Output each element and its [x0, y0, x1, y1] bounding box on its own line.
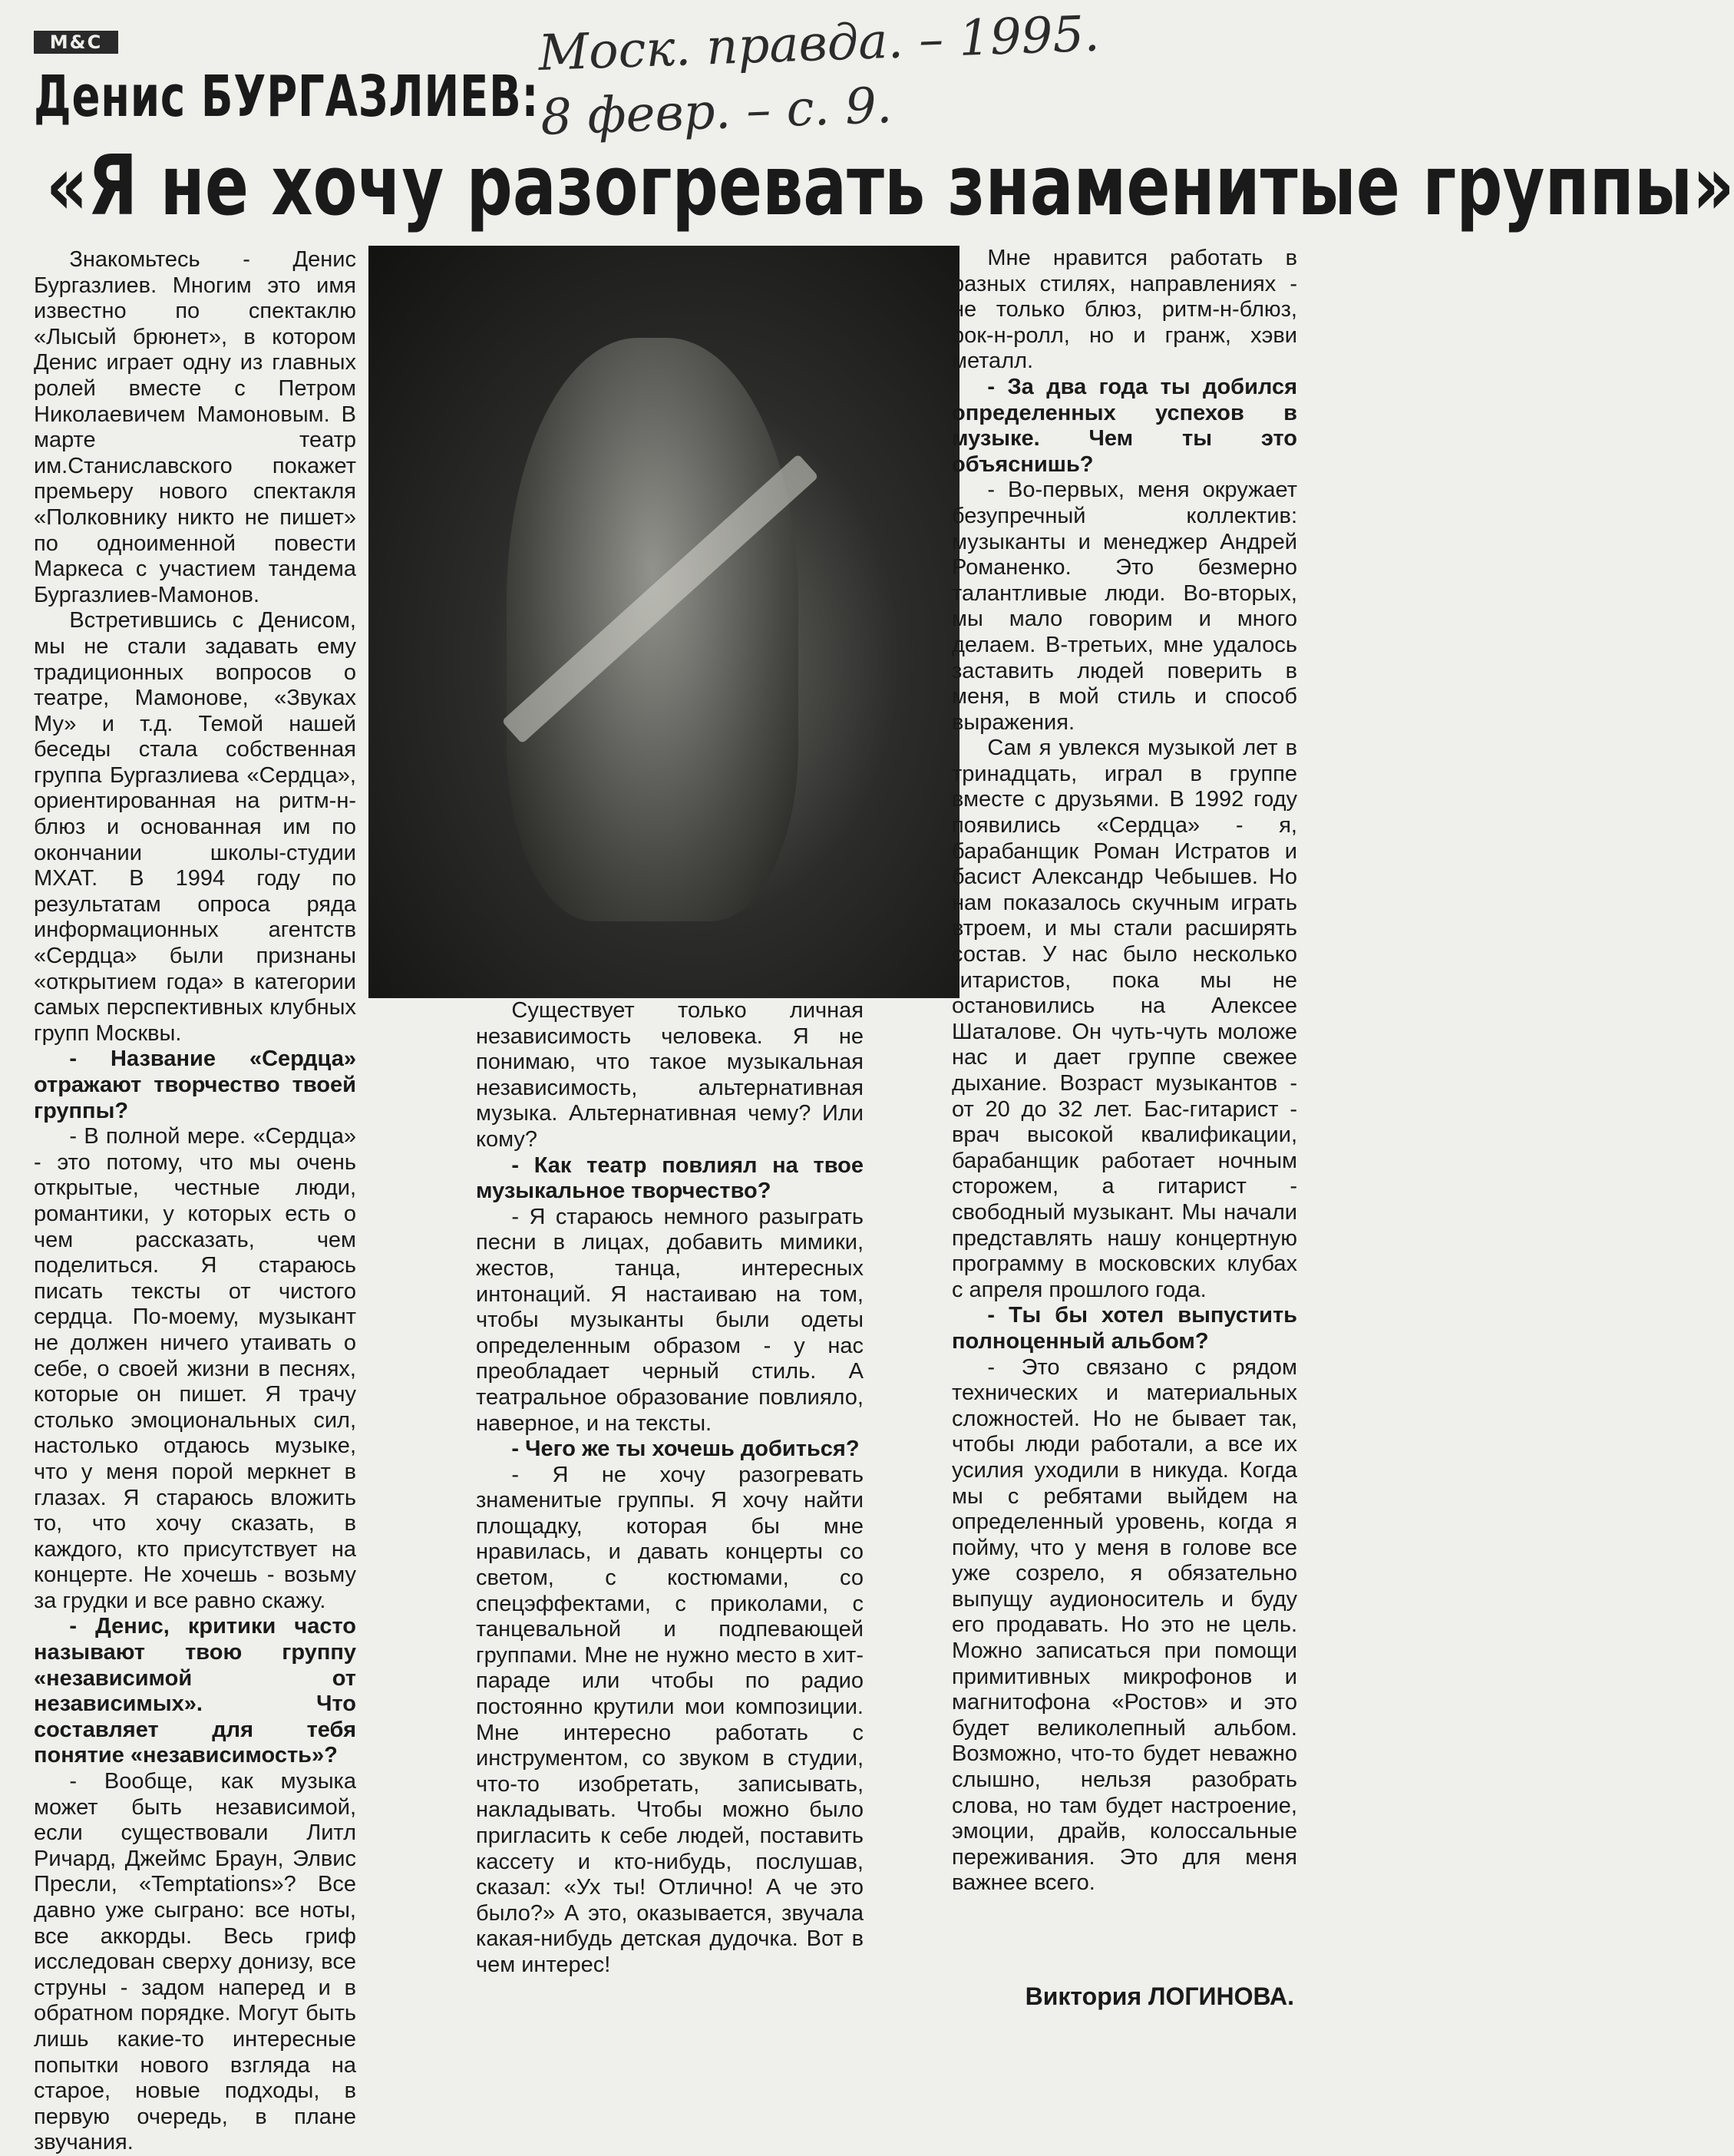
musician-figure: [507, 338, 798, 921]
interview-question: - Денис, критики часто называют твою группу «независимой от независимых». Что составляет для тебя понятие «независимость»?: [34, 1614, 356, 1768]
headline-name: Денис БУРГАЗЛИЕВ:: [34, 64, 540, 130]
article-paragraph: - Вообще, как музыка может быть независимой, если существовали Литл Ричард, Джеймс Браун, Элвис Пресли, «Temptations»? Все давно уже сыграно: все ноты, все аккорды. Весь гриф исследован сверху донизу, все струны - задом наперед и в обратном порядке. Могут быть лишь какие-то интересные попытки нового взгляда на старое, новые подходы, в первую очередь, в плане звучания.: [34, 1769, 356, 2155]
article-paragraph: Сам я увлекся музыкой лет в тринадцать, играл в группе вместе с друзьями. В 1992 году появились «Сердца» - я, барабанщик Роман Истратов и басист Александр Чебышев. Но нам показалось скучным играть втроем, и мы стали расширять состав. У нас было несколько гитаристов, пока мы не остановились на Алексее Шаталове. Он чуть-чуть моложе нас и дает группе свежее дыхание. Возраст музыкантов - от 20 до 32 лет. Бас-гитарист - врач высокой квалификации, барабанщик работает ночным сторожем, а гитарист - свободный музыкант. Мы начали представлять нашу концертную программу в московских клубах с апреля прошлого года.: [952, 736, 1297, 1302]
interview-question: - Как театр повлиял на твое музыкальное творчество?: [476, 1152, 864, 1204]
interview-question: - За два года ты добился определенных успехов в музыке. Чем ты это объяснишь?: [952, 374, 1297, 477]
interview-question: - Чего же ты хочешь добиться?: [511, 1437, 860, 1462]
article-paragraph: Существует только личная независимость человека. Я не понимаю, что такое музыкальная независимость, альтернативная музыка. Альтернативная чему? Или кому?: [476, 998, 864, 1152]
headline-quote: «Я не хочу разогревать знаменитые группы»: [46, 138, 1734, 234]
article-paragraph: - В полной мере. «Сердца» - это потому, что мы очень открытые, честные люди, романтики, у которых есть о чем рассказать, чем поделиться. Я стараюсь писать тексты от чистого сердца. По-моему, музыкант не должен ничего утаивать о себе, о своей жизни в песнях, которые он пишет. Я трачу столько эмоциональных сил, настолько отдаюсь музыке, что у меня порой меркнет в глазах. Я стараюсь вложить то, что хочу сказать, в каждого, кто присутствует на концерте. Не хочешь - возьму за грудки и все равно скажу.: [34, 1124, 356, 1613]
article-column-2: [476, 998, 864, 1979]
interview-question: - Название «Сердца» отражают творчество твоей группы?: [34, 1047, 356, 1123]
interview-question: - Ты бы хотел выпустить полноценный альбом?: [952, 1303, 1297, 1354]
author-byline: Виктория ЛОГИНОВА.: [1025, 1982, 1294, 2010]
article-paragraph: Мне нравится работать в разных стилях, направлениях - не только блюз, ритм-н-блюз, рок-н-ролл, но и гранж, хэви металл.: [952, 246, 1297, 374]
article-paragraph: Встретившись с Денисом, мы не стали задавать ему традиционных вопросов о театре, Мамонове, «Звуках Му» и т.д. Темой нашей беседы стала собственная группа Бургазлиева «Сердца», ориентированная на ритм-н-блюз и основанная им по окончании школы-студии МХАТ. В 1994 году по результатам опроса ряда информационных агентств «Сердца» были признаны «открытием года» в категории самых перспективных клубных групп Москвы.: [34, 608, 356, 1046]
article-paragraph: - Я стараюсь немного разыграть песни в лицах, добавить мимики, жестов, танца, интересных интонаций. Я настаиваю на том, чтобы музыканты были одеты определенным образом - у нас преобладает черный стиль. А театральное образование повлияло, наверное, и на тексты.: [476, 1204, 864, 1436]
handwritten-source-note: Моск. правда. – 1995. 8 февр. – с. 9.: [537, 5, 1101, 147]
article-column-1: [34, 247, 356, 2156]
article-column-3: [952, 246, 1297, 1896]
article-paragraph: - Я не хочу разогревать знаменитые группы. Я хочу найти площадку, которая бы мне нравилась, и давать концерты со светом, с костюмами, со спецэффектами, с приколами, с танцевальной и подпевающей группами. Мне не нужно место в хит-параде или чтобы по радио постоянно крутили мои композиции. Мне интересно работать с инструментом, со звуком в студии, что-то изобретать, записывать, накладывать. Чтобы можно было пригласить к себе людей, поставить кассету и кто-нибудь, послушав, сказал: «Ух ты! Отлично! А че это было?» А это, оказывается, звучала какая-нибудь детская дудочка. Вот в чем интерес!: [476, 1462, 864, 1977]
article-paragraph: Знакомьтесь - Денис Бургазлиев. Многим это имя известно по спектаклю «Лысый брюнет», в котором Денис играет одну из главных ролей вместе с Петром Николаевичем Мамоновым. В марте театр им.Станиславского покажет премьеру нового спектакля «Полковнику никто не пишет» по одноименной повести Маркеса с участием тандема Бургазлиев-Мамонов.: [34, 247, 356, 607]
concert-photo: [368, 246, 959, 998]
article-paragraph: - Это связано с рядом технических и материальных сложностей. Но не бывает так, чтобы люди работали, а все их усилия уходили в никуда. Когда мы с ребятами выйдем на определенный уровень, когда я пойму, что у меня в голове все уже созрело, я обязательно выпущу аудионоситель и буду его продавать. Но это не цель. Можно записаться при помощи примитивных микрофонов и магнитофона «Ростов» и это будет великолепный альбом. Возможно, что-то будет неважно слышно, нельзя разобрать слова, но там будет настроение, эмоции, драйв, колоссальные переживания. Это для меня важнее всего.: [952, 1354, 1297, 1896]
article-paragraph: - Во-первых, меня окружает безупречный коллектив: музыканты и менеджер Андрей Романенко. Это безмерно талантливые люди. Во-вторых, мы мало говорим и много делаем. В-третьих, мне удалось заставить людей поверить в меня, в мой стиль и способ выражения.: [952, 478, 1297, 735]
newspaper-logo: M&C: [34, 31, 118, 54]
